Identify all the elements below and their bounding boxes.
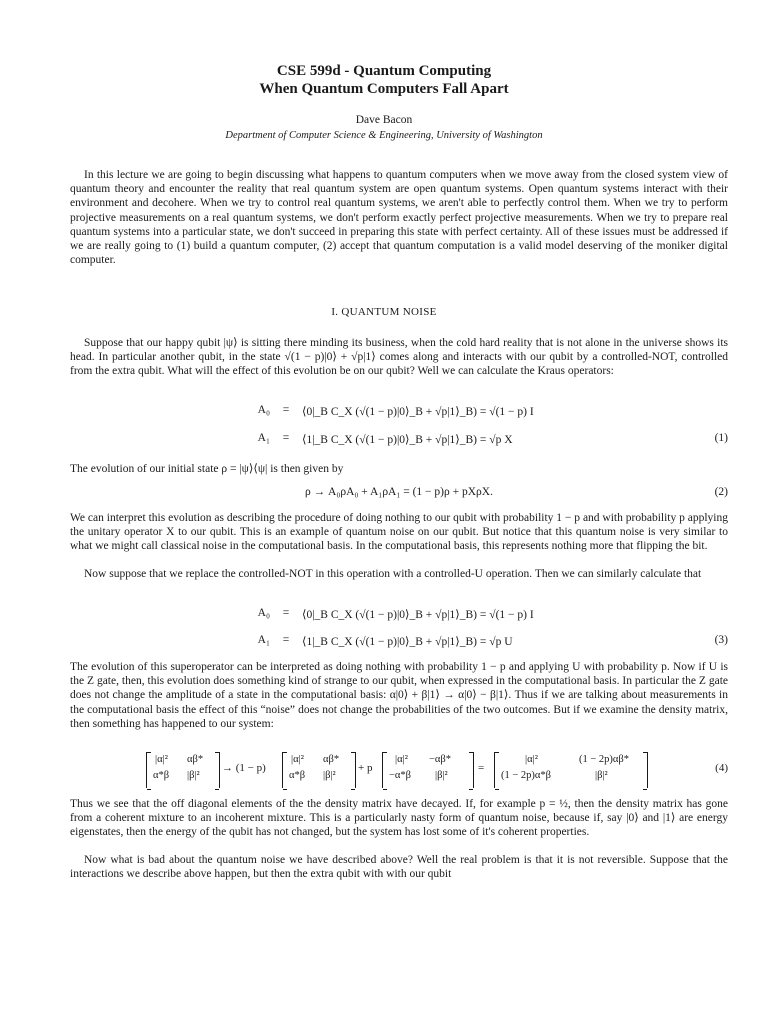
- paper-title-line-1: CSE 599d - Quantum Computing: [276, 63, 492, 79]
- equation-2: [70, 486, 728, 506]
- equation-number-2: (2): [714, 486, 728, 498]
- matrix-initial: |α|² αβ* α*β |β|²: [146, 752, 220, 788]
- eq4-equals: =: [478, 762, 485, 774]
- eq1-lhs-a1: A₁: [257, 432, 270, 444]
- paragraph-3: We can interpret this evolution as describing the procedure of doing nothing to our qubit with probability 1 − p and with probability p applying the unitary operator X to our qubit. This is an example of quantum noise on our qubit. But notice that this quantum noise is very similar to what we might call classical noise in the computational basis. In the computational basis, this represents nothing more that flipping the bit.: [70, 512, 728, 553]
- equation-1-row-1: A₀ = ⟨0|_B C_X (√(1 − p)|0⟩_B + √p|1⟩_B) = √(1 − p) I: [70, 404, 728, 424]
- equation-3-row-1: A₀ = ⟨0|_B C_X (√(1 − p)|0⟩_B + √p|1⟩_B) = √(1 − p) I: [70, 607, 728, 627]
- eq4-arrow: → (1 − p): [222, 762, 266, 774]
- eq3-lhs-a1: A₁: [257, 634, 270, 646]
- eq3-rhs-a0: ⟨0|_B C_X (√(1 − p)|0⟩_B + √p|1⟩_B) = √(1 − p) I: [302, 609, 534, 621]
- paragraph-4: Now suppose that we replace the controlled-NOT in this operation with a controlled-U operation. Then we can similarly calculate that: [84, 568, 702, 580]
- eq1-rhs-a1: ⟨1|_B C_X (√(1 − p)|0⟩_B + √p|1⟩_B) = √p X: [302, 434, 513, 446]
- eq3-lhs-a0: A₀: [257, 607, 270, 619]
- paragraph-5: The evolution of this superoperator can be interpreted as doing nothing with probability 1 − p and applying U with probability p. Now if U is the Z gate, then, this evolution does something kind of strange to our qubit, when expressed in the computational basis. In particular the Z gate does not change the amplitude of a state in the computational basis: α|0⟩ + β|1⟩ → α|0⟩ − β|1⟩. Thus if we are talking about measurements in the computational basis the effect of this “noise” does not change the probabilities of the two outcomes. But if we examine the density matrix, then something has happened to our system:: [70, 661, 728, 730]
- author: Dave Bacon: [355, 114, 413, 126]
- matrix-result: |α|² (1 − 2p)αβ* (1 − 2p)α*β |β|²: [494, 752, 648, 788]
- equation-number-3: (3): [714, 634, 728, 646]
- paragraph-2: The evolution of our initial state ρ = |ψ⟩⟨ψ| is then given by: [70, 463, 344, 475]
- paragraph-6: Thus we see that the off diagonal elements of the the density matrix have decayed. If, for example p = ½, then the density matrix has gone from a coherent mixture to an incoherent mixture. This is a particularly nasty form of quantum noise, because if, say |0⟩ and |1⟩ are energy eigenstates, then the energy of the qubit has not changed, but the system has lost some of it's coherent properties.: [70, 798, 728, 839]
- paragraph-1: Suppose that our happy qubit |ψ⟩ is sitting there minding its business, when the cold hard reality that is not alone in the universe shows its head. In particular another qubit, in the state √(1 − p)|0⟩ + √p|1⟩ comes along and interacts with our qubit by a controlled-NOT, controlled from the extra qubit. What will the effect of this evolution be on our qubit? Well we can calculate the Kraus operators:: [70, 337, 728, 378]
- intro-paragraph: In this lecture we are going to begin discussing what happens to quantum computers when we move away from the closed system view of quantum theory and encounter the reality that real quantum system are open quantum systems. Open quantum systems interact with their environment and decohere. When we try to control real quantum systems, we aren't able to perfectly control them. When we try to perform projective measurements on a real quantum systems, we don't perform exactly perfect projective measurements. When we try to prepare real quantum systems into a particular state, we don't succeed in preparing this state with perfect certainty. All of these issues must be addressed if we are really going to (1) build a quantum computer, (2) accept that quantum computation is a valid model deserving of the moniker digital computer.: [70, 169, 728, 267]
- eq1-lhs-a0: A₀: [257, 404, 270, 416]
- paper-title-line-2: When Quantum Computers Fall Apart: [259, 81, 509, 97]
- equation-number-4: (4): [715, 762, 728, 774]
- equation-number-1: (1): [714, 432, 728, 444]
- affiliation: Department of Computer Science & Engineering, University of Washington: [225, 130, 543, 141]
- eq1-rhs-a0: ⟨0|_B C_X (√(1 − p)|0⟩_B + √p|1⟩_B) = √(1 − p) I: [302, 406, 534, 418]
- paragraph-7: Now what is bad about the quantum noise we have described above? Well the real problem is that it is not reversible. Suppose that the interactions we describe above happen, but then the extra qubit with with our qubit: [70, 854, 728, 881]
- matrix-z-term: |α|² −αβ* −α*β |β|²: [382, 752, 474, 788]
- title-block: [0, 62, 768, 142]
- eq3-rhs-a1: ⟨1|_B C_X (√(1 − p)|0⟩_B + √p|1⟩_B) = √p U: [302, 636, 513, 648]
- eq2-body: ρ → A₀ρA₀ + A₁ρA₁ = (1 − p)ρ + pXρX.: [305, 486, 493, 498]
- equation-1-row-2: A₁ = ⟨1|_B C_X (√(1 − p)|0⟩_B + √p|1⟩_B) = √p X (1): [70, 432, 728, 452]
- equation-3-row-2: A₁ = ⟨1|_B C_X (√(1 − p)|0⟩_B + √p|1⟩_B) = √p U (3): [70, 634, 728, 654]
- matrix-identity-term: |α|² αβ* α*β |β|²: [282, 752, 356, 788]
- eq4-plus: + p: [358, 762, 373, 774]
- section-heading: I. QUANTUM NOISE: [331, 306, 437, 318]
- equation-4: [70, 752, 728, 792]
